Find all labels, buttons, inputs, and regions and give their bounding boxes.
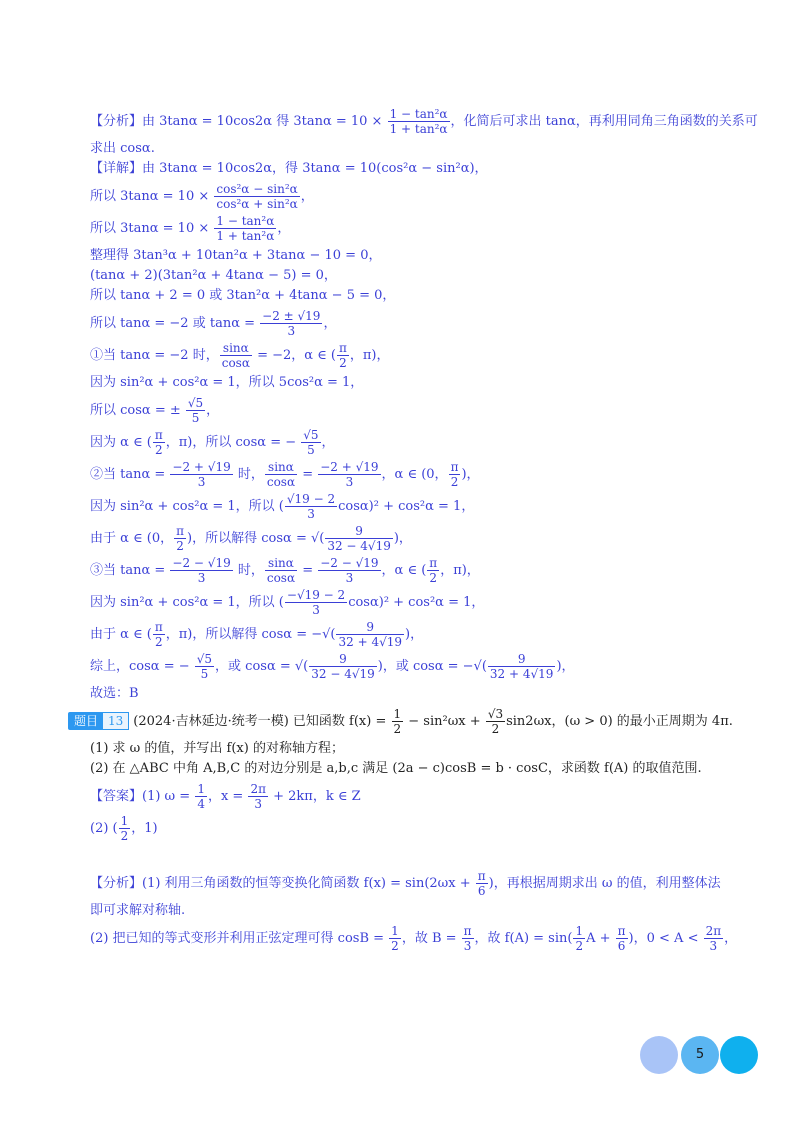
text-run: cosα)² + cos²α = 1， <box>338 499 475 514</box>
fraction-denominator: 3 <box>345 571 354 585</box>
fraction-denominator: 3 <box>463 939 472 953</box>
text-run: ，π)，所以 cosα = − <box>165 435 301 450</box>
fraction-numerator: −2 ± √19 <box>262 309 321 323</box>
text-run: ，π)， <box>349 348 390 363</box>
text-run: ，α ∈ ( <box>381 563 427 578</box>
text-line <box>90 684 740 704</box>
text-run: ， <box>300 189 314 204</box>
fraction <box>220 341 252 370</box>
fraction-denominator: 3 <box>197 571 206 585</box>
text-run: ， <box>724 931 738 946</box>
text-line <box>90 428 740 457</box>
text-run: (2) 在 △ABC 中角 A,B,C 的对边分别是 a,b,c 满足 (2a − c)cosB = b · cosC，求函数 f(A) 的取值范围. <box>90 761 702 776</box>
document-body <box>74 104 758 956</box>
text-line <box>90 652 740 681</box>
fraction-numerator: π <box>617 924 626 938</box>
text-run: )，或 cosα = −√( <box>377 659 487 674</box>
text-run: 因为 sin²α + cos²α = 1，所以 ( <box>90 499 284 514</box>
text-run: 【分析】(1) 利用三角函数的恒等变换化简函数 f(x) = sin(2ωx + <box>90 876 475 891</box>
text-run: ①当 tanα = −2 时， <box>90 348 219 363</box>
text-run: 【分析】由 3tanα = 10cos2α 得 3tanα = 10 × <box>90 114 387 129</box>
fraction <box>214 182 299 211</box>
spacer <box>90 846 740 866</box>
fraction-denominator: 2 <box>429 571 438 585</box>
text-line <box>90 492 740 521</box>
page-number: 5 <box>681 1036 719 1074</box>
fraction-denominator: 3 <box>312 603 320 617</box>
fraction <box>486 707 505 736</box>
fraction-denominator: 2 <box>450 475 459 489</box>
fraction <box>153 428 165 457</box>
text-run: 求出 cosα. <box>90 141 155 156</box>
fraction-numerator: π <box>463 924 472 938</box>
fraction-denominator: cosα <box>266 571 296 585</box>
fraction-denominator: 2 <box>575 939 584 953</box>
text-run: + 2kπ，k ∈ Z <box>268 789 361 804</box>
text-line <box>90 373 740 393</box>
text-line <box>90 107 758 136</box>
text-run: )， <box>461 467 480 482</box>
fraction-numerator: π <box>450 460 459 474</box>
text-run: ，x = <box>207 789 248 804</box>
fraction <box>265 556 297 585</box>
fraction <box>309 652 377 681</box>
fraction-denominator: 3 <box>287 324 296 338</box>
fraction-numerator: π <box>154 428 163 442</box>
text-line <box>90 396 740 425</box>
fraction <box>301 428 320 457</box>
fraction <box>704 924 724 953</box>
text-run: )， <box>405 627 424 642</box>
fraction-denominator: 5 <box>307 443 315 457</box>
text-run: 所以 3tanα = 10 × <box>90 221 214 236</box>
fraction-numerator: 9 <box>325 524 393 539</box>
text-run: ， <box>321 435 335 450</box>
fraction-numerator: 1 − tan²α <box>216 214 275 228</box>
text-run: ，1) <box>131 821 158 836</box>
fraction <box>388 107 450 136</box>
text-line <box>90 524 740 553</box>
text-run: cosα)² + cos²α = 1， <box>348 595 485 610</box>
text-run: 所以 3tanα = 10 × <box>90 189 214 204</box>
fraction-denominator: 2 <box>120 829 129 843</box>
fraction-denominator: 3 <box>345 475 354 489</box>
fraction-numerator: √3 <box>487 707 504 721</box>
text-run: = −2，α ∈ ( <box>252 348 336 363</box>
text-line <box>90 341 740 370</box>
fraction-numerator: −2 + √19 <box>320 460 379 474</box>
text-run: )，所以解得 cosα = √( <box>187 531 325 546</box>
fraction <box>260 309 322 338</box>
fraction <box>170 556 232 585</box>
text-line <box>90 869 740 898</box>
problem-number: 13 <box>102 712 129 730</box>
fraction <box>285 588 347 617</box>
fraction-denominator: cosα <box>266 475 296 489</box>
fraction <box>318 556 380 585</box>
fraction-numerator: π <box>176 524 185 538</box>
fraction-denominator: 2 <box>339 356 347 370</box>
text-line <box>90 814 740 843</box>
fraction-denominator: 6 <box>617 939 626 953</box>
problem-tag: 题目 <box>68 712 104 730</box>
text-run: ，π)， <box>440 563 480 578</box>
text-run: (tanα + 2)(3tan²α + 4tanα − 5) = 0， <box>90 268 337 283</box>
text-run: )，0 < A < <box>628 931 703 946</box>
fraction <box>325 524 393 553</box>
fraction <box>476 869 488 898</box>
fraction-denominator: 3 <box>307 507 315 521</box>
text-run: ，π)，所以解得 cosα = −√( <box>165 627 336 642</box>
fraction-denominator: 4 <box>197 797 205 811</box>
text-run: )， <box>556 659 575 674</box>
text-run: ， <box>277 221 291 236</box>
fraction-numerator: 1 − tan²α <box>389 107 448 121</box>
fraction-numerator: −2 − √19 <box>172 556 231 570</box>
text-run: (2) 把已知的等式变形并利用正弦定理可得 cosB = <box>90 931 389 946</box>
text-run: 因为 α ∈ ( <box>90 435 152 450</box>
fraction <box>170 460 232 489</box>
text-run: ，α ∈ (0， <box>381 467 448 482</box>
text-line <box>90 266 740 286</box>
text-run: 【答案】(1) ω = <box>90 789 195 804</box>
text-run: ， <box>323 316 337 331</box>
text-run: )， <box>393 531 412 546</box>
fraction-numerator: 2π <box>250 782 266 796</box>
fraction-numerator: π <box>429 556 438 570</box>
text-line <box>90 556 740 585</box>
text-line <box>90 782 740 811</box>
text-run: sin2ωx，(ω > 0) 的最小正周期为 4π. <box>506 714 733 729</box>
fraction <box>392 707 404 736</box>
fraction-numerator: 1 <box>120 814 129 828</box>
fraction-numerator: π <box>477 869 486 883</box>
fraction <box>336 620 404 649</box>
text-line <box>90 901 740 921</box>
fraction-denominator: 3 <box>254 797 263 811</box>
fraction-numerator: cos²α − sin²α <box>216 182 298 196</box>
text-run: ，故 f(A) = sin( <box>474 931 573 946</box>
fraction-numerator: 1 <box>393 707 402 721</box>
fraction-denominator: cosα <box>221 356 250 370</box>
text-line <box>90 182 740 211</box>
fraction <box>616 924 628 953</box>
fraction-numerator: 2π <box>705 924 722 938</box>
text-line <box>90 460 740 489</box>
fraction-denominator: 5 <box>191 411 200 425</box>
fraction <box>449 460 461 489</box>
fraction <box>427 556 439 585</box>
text-run: ，故 B = <box>401 931 461 946</box>
fraction-numerator: −2 − √19 <box>320 556 379 570</box>
text-run: = <box>298 467 318 482</box>
text-line <box>90 309 740 338</box>
fraction-numerator: π <box>154 620 163 634</box>
fraction <box>174 524 186 553</box>
fraction-numerator: 9 <box>309 652 377 667</box>
text-line <box>90 924 740 953</box>
text-line <box>90 214 740 243</box>
text-line <box>90 588 740 617</box>
text-run: ， <box>206 403 220 418</box>
fraction-denominator: 3 <box>197 475 206 489</box>
fraction <box>337 341 349 370</box>
fraction-denominator: 32 + 4√19 <box>489 667 554 681</box>
fraction <box>265 460 297 489</box>
text-line <box>90 739 740 759</box>
fraction-denominator: 1 + tan²α <box>216 229 275 243</box>
fraction <box>285 492 337 521</box>
text-run: 时， <box>233 467 264 482</box>
text-run: A + <box>586 931 615 946</box>
text-run: ，化简后可求出 tanα，再利用同角三角函数的关系可 <box>450 114 758 129</box>
fraction <box>195 652 214 681</box>
text-line <box>90 246 740 266</box>
fraction-denominator: 32 − 4√19 <box>327 539 391 553</box>
fraction <box>389 924 401 953</box>
text-line <box>90 159 740 179</box>
problem-statement <box>68 707 740 736</box>
fraction-numerator: 1 <box>575 924 584 938</box>
fraction-denominator: 2 <box>155 635 163 649</box>
text-run: 因为 sin²α + cos²α = 1，所以 5cos²α = 1， <box>90 375 364 390</box>
fraction-numerator: √5 <box>303 428 319 442</box>
fraction-numerator: π <box>339 341 347 355</box>
decorative-circle <box>640 1036 678 1074</box>
fraction-denominator: 2 <box>176 539 184 553</box>
fraction-denominator: 5 <box>200 667 209 681</box>
fraction-numerator: sinα <box>265 556 297 571</box>
fraction-numerator: √5 <box>196 652 213 666</box>
text-run: ③当 tanα = <box>90 563 170 578</box>
fraction-numerator: 1 <box>197 782 205 796</box>
fraction-numerator: sinα <box>220 341 252 356</box>
text-run: 所以 tanα = −2 或 tanα = <box>90 316 260 331</box>
text-run: 【详解】由 3tanα = 10cos2α，得 3tanα = 10(cos²α − sin²α)， <box>90 161 488 176</box>
text-run: 由于 α ∈ (0， <box>90 531 174 546</box>
text-line <box>90 139 740 159</box>
fraction-denominator: 2 <box>391 939 399 953</box>
fraction-denominator: 32 − 4√19 <box>311 667 375 681</box>
fraction <box>119 814 131 843</box>
fraction-numerator: √5 <box>187 396 204 410</box>
fraction-denominator: 2 <box>155 443 163 457</box>
text-run: = <box>298 563 318 578</box>
fraction <box>186 396 205 425</box>
fraction <box>248 782 268 811</box>
text-run: 由于 α ∈ ( <box>90 627 152 642</box>
text-run: 因为 sin²α + cos²α = 1，所以 ( <box>90 595 284 610</box>
text-run: 即可求解对称轴. <box>90 903 186 918</box>
fraction <box>573 924 585 953</box>
text-run: 所以 cosα = ± <box>90 403 185 418</box>
fraction-numerator: 1 <box>391 924 399 938</box>
text-run: (1) 求 ω 的值，并写出 f(x) 的对称轴方程； <box>90 741 344 756</box>
text-run: 所以 tanα + 2 = 0 或 3tan²α + 4tanα − 5 = 0， <box>90 288 396 303</box>
fraction-denominator: cos²α + sin²α <box>216 197 298 211</box>
text-run: 综上，cosα = − <box>90 659 194 674</box>
fraction-numerator: −2 + √19 <box>172 460 231 474</box>
fraction-numerator: −√19 − 2 <box>286 588 346 602</box>
text-run: 故选：B <box>90 686 139 701</box>
fraction-denominator: 32 + 4√19 <box>338 635 402 649</box>
fraction-numerator: 9 <box>488 652 556 667</box>
fraction-numerator: √19 − 2 <box>286 492 336 506</box>
text-line <box>90 759 740 779</box>
problem-label <box>68 712 129 732</box>
text-run: ，或 cosα = √( <box>215 659 309 674</box>
text-run: − sin²ωx + <box>404 714 485 729</box>
text-run: (2) ( <box>90 821 118 836</box>
text-line <box>90 286 740 306</box>
fraction <box>195 782 207 811</box>
fraction <box>488 652 556 681</box>
fraction <box>462 924 474 953</box>
fraction-denominator: 6 <box>477 884 486 898</box>
fraction-denominator: 2 <box>393 722 402 736</box>
text-run: )，再根据周期求出 ω 的值，利用整体法 <box>488 876 721 891</box>
text-run: ②当 tanα = <box>90 467 170 482</box>
fraction-numerator: 9 <box>336 620 404 635</box>
text-run: 时， <box>233 563 264 578</box>
fraction-denominator: 3 <box>709 939 718 953</box>
fraction <box>318 460 380 489</box>
fraction <box>214 214 276 243</box>
fraction <box>153 620 165 649</box>
decorative-circle <box>720 1036 758 1074</box>
fraction-numerator: sinα <box>265 460 297 475</box>
fraction-denominator: 1 + tan²α <box>389 122 448 136</box>
text-run: 整理得 3tan³α + 10tan²α + 3tanα − 10 = 0， <box>90 248 382 263</box>
fraction-denominator: 2 <box>491 722 500 736</box>
text-run: (2024·吉林延边·统考一模) 已知函数 f(x) = <box>133 714 391 729</box>
text-line <box>90 620 740 649</box>
page-number-badge <box>640 1036 760 1076</box>
